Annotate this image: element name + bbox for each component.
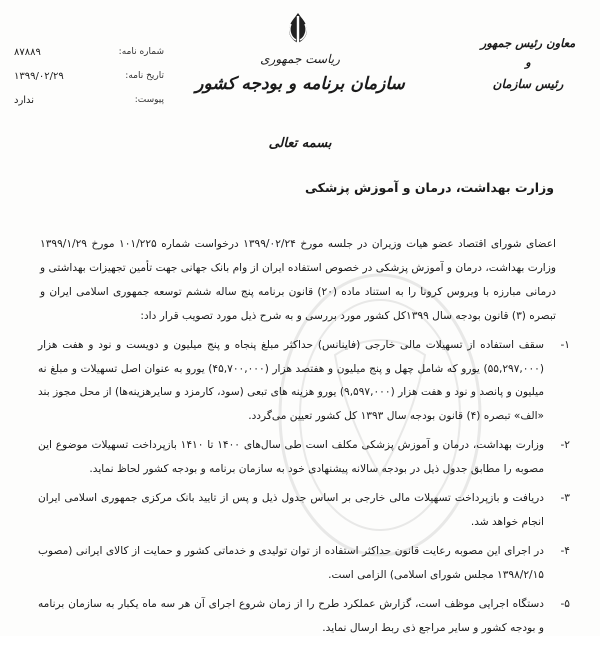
item-number: ۵-: [560, 598, 570, 610]
item-number: ۱-: [560, 339, 570, 351]
resolution-items: [38, 334, 570, 646]
letter-date-row: [14, 64, 164, 88]
list-item: [38, 434, 570, 481]
letter-number-value: ۸۷۸۸۹: [14, 46, 41, 58]
item-text: سقف استفاده از تسهیلات مالی خارجی (فاینانس) حداکثر مبلغ پنجاه و پنج میلیون و دویست و نود و هفت هزار (۵۵,۲۹۷,۰۰۰) یورو که شامل چهل و پنج میلیون و هفتصد هزار (۴۵,۷۰۰,۰۰۰) یورو به عنوان اصل تسهیلات و مبلغ نه میلیون و پانصد و نود و هفت هزار (۹,۵۹۷,۰۰۰) یورو هزینه های تبعی (سود، کارمزد و سایرهزینه‌ها) از محل مجوز بند «الف» تبصره (۴) قانون بودجه سال ۱۳۹۳ کل کشور تعیین می‌گردد.: [38, 339, 544, 422]
sender-title-line3: رئیس سازمان: [492, 77, 564, 91]
sender-title-line1: معاون رئیس جمهور: [480, 36, 576, 50]
list-item: [38, 334, 570, 428]
item-number: ۳-: [560, 492, 570, 504]
letter-date-value: ۱۳۹۹/۰۲/۲۹: [14, 70, 64, 82]
attachment-label: پیوست:: [134, 95, 164, 105]
item-number: ۲-: [560, 439, 570, 451]
item-text: دستگاه اجرایی موظف است، گزارش عملکرد طرح را از زمان شروع اجرای آن هر سه ماه یکبار به سازمان برنامه و بودجه کشور و سایر مراجع ذی ربط ارسال نماید.: [38, 598, 544, 634]
list-item: [38, 487, 570, 534]
iran-emblem-icon: [280, 10, 316, 46]
presidency-title: ریاست جمهوری: [260, 52, 340, 66]
list-item: [38, 540, 570, 587]
list-item: [38, 593, 570, 640]
sender-title-line2: و: [525, 56, 531, 69]
letter-number-row: [14, 40, 164, 64]
item-text: وزارت بهداشت، درمان و آموزش پزشکی مکلف است طی سال‌های ۱۴۰۰ تا ۱۴۱۰ بازپرداخت تسهیلات موضوع این مصوبه را مطابق جدول ذیل در بودجه سالانه پیشنهادی خود به سازمان برنامه و بودجه کشور لحاظ نماید.: [38, 439, 544, 475]
recipient-line: وزارت بهداشت، درمان و آموزش پزشکی: [305, 180, 554, 195]
item-text: در اجرای این مصوبه رعایت قانون حداکثر استفاده از توان تولیدی و خدماتی کشور و حمایت از کالای ایرانی (مصوب ۱۳۹۸/۲/۱۵ مجلس شورای اسلامی) الزامی است.: [38, 545, 544, 581]
item-number: ۴-: [560, 545, 570, 557]
sender-title: [468, 36, 588, 91]
letter-metadata: [14, 40, 164, 112]
basmala-heading: بسمه تعالی: [268, 136, 332, 151]
letter-number-label: شماره نامه:: [118, 47, 164, 57]
attachment-value: ندارد: [14, 94, 35, 106]
attachment-row: [14, 88, 164, 112]
letter-date-label: تاریخ نامه:: [125, 71, 164, 81]
item-text: دریافت و بازپرداخت تسهیلات مالی خارجی بر اساس جدول ذیل و پس از تایید بانک مرکزی جمهوری اسلامی ایران انجام خواهد شد.: [38, 492, 544, 528]
intro-paragraph: اعضای شورای اقتصاد عضو هیات وزیران در جلسه مورخ ۱۳۹۹/۰۲/۲۴ درخواست شماره ۱۰۱/۲۲۵ مورخ ۱۳۹۹/۱/۲۹ وزارت بهداشت، درمان و آموزش پزشکی در خصوص استفاده ایران از وام بانک جهانی جهت تأمین تجهیزات بهداشتی و درمانی مبارزه با ویروس کرونا را به استناد ماده (۲۰) قانون برنامه پنج ساله ششم توسعه جمهوری اسلامی ایران و تبصره (۳) قانون بودجه سال ۱۳۹۹کل کشور مورد بررسی و به شرح ذیل مورد تصویب قرار داد:: [40, 238, 556, 322]
organization-title: سازمان برنامه و بودجه کشور: [195, 74, 405, 94]
